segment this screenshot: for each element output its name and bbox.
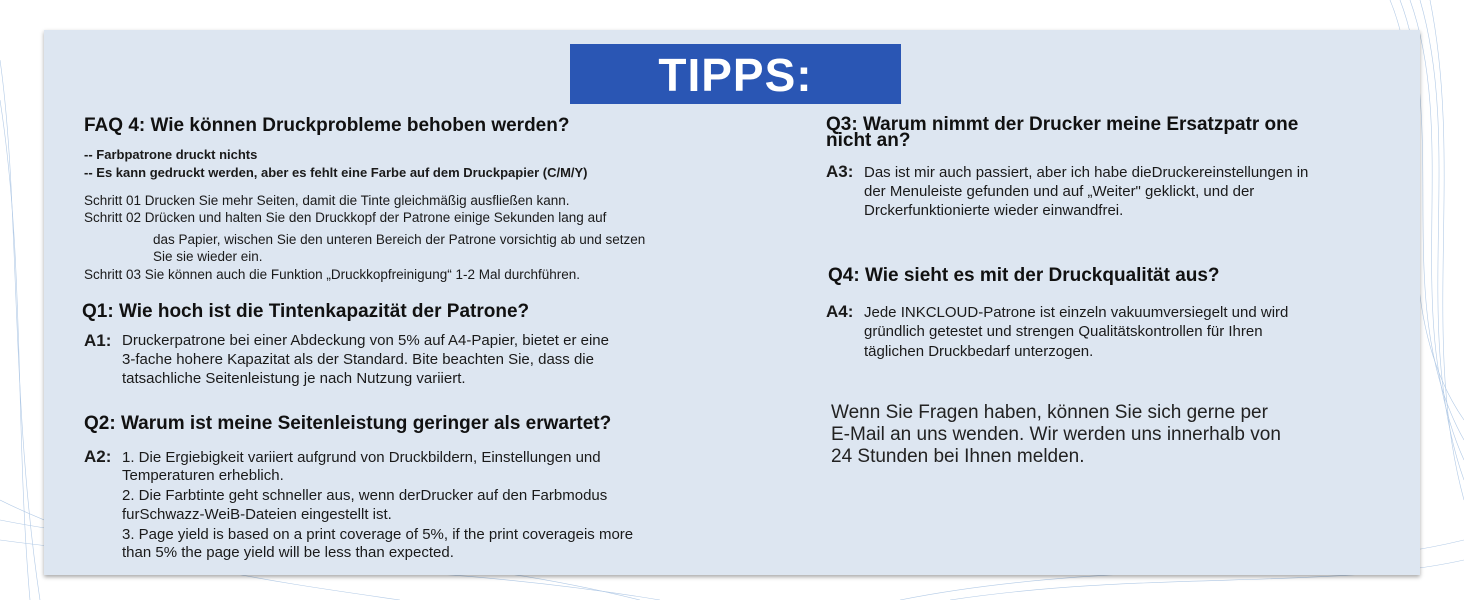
q4-answer-line-3: täglichen Druckbedarf unterzogen. bbox=[864, 343, 1094, 360]
tips-banner: TIPPS: bbox=[570, 44, 901, 104]
q2-answer-line-2: Temperaturen erheblich. bbox=[122, 467, 284, 484]
q3-question-line-1: Q3: Warum nimmt der Drucker meine Ersatzpatr one bbox=[826, 114, 1299, 135]
q2-answer-line-5: 3. Page yield is based on a print coverage of 5%, if the print coverageis more bbox=[122, 526, 634, 543]
q3-answer-line-1: Das ist mir auch passiert, aber ich habe dieDruckereinstellungen in bbox=[864, 164, 1309, 181]
q2-question: Q2: Warum ist meine Seitenleistung geringer als erwartet? bbox=[84, 413, 612, 434]
faq4-step-2: Schritt 02 Drücken und halten Sie den Druckkopf der Patrone einige Sekunden lang auf bbox=[84, 210, 607, 225]
q1-answer-label: A1: bbox=[84, 331, 112, 350]
q1-question: Q1: Wie hoch ist die Tintenkapazität der Patrone? bbox=[82, 301, 530, 322]
q2-answer-line-4: furSchwazz-WeiB-Dateien eingestellt ist. bbox=[122, 506, 392, 523]
q2-answer-label: A2: bbox=[84, 447, 112, 466]
faq4-step-3: Schritt 03 Sie können auch die Funktion „Druckkopfreinigung“ 1-2 Mal durchführen. bbox=[84, 267, 581, 282]
q1-answer-line-2: 3-fache hohere Kapazitat als der Standard. Bite beachten Sie, dass die bbox=[122, 351, 594, 368]
q2-answer-line-6: than 5% the page yield will be less than expected. bbox=[122, 544, 454, 561]
faq4-step-1: Schritt 01 Drucken Sie mehr Seiten, damit die Tinte gleichmäßig ausfließen kann. bbox=[84, 193, 570, 208]
q4-question: Q4: Wie sieht es mit der Druckqualität aus? bbox=[828, 265, 1220, 286]
q2-answer-line-3: 2. Die Farbtinte geht schneller aus, wenn derDrucker auf den Farbmodus bbox=[122, 487, 608, 504]
q4-answer-line-2: gründlich getestet und strengen Qualitätskontrollen für Ihren bbox=[864, 323, 1263, 340]
q3-answer-label: A3: bbox=[826, 162, 854, 181]
contact-note-line-1: Wenn Sie Fragen haben, können Sie sich gerne per bbox=[831, 402, 1268, 423]
contact-note-line-2: E-Mail an uns wenden. Wir werden uns innerhalb von bbox=[831, 424, 1281, 445]
faq4-step-2-cont-2: Sie sie wieder ein. bbox=[153, 249, 263, 264]
q4-answer-label: A4: bbox=[826, 302, 854, 321]
q4-answer-line-1: Jede INKCLOUD-Patrone ist einzeln vakuumversiegelt und wird bbox=[864, 304, 1289, 321]
contact-note-line-3: 24 Stunden bei Ihnen melden. bbox=[831, 446, 1085, 467]
q3-question-line-2: nicht an? bbox=[826, 130, 911, 151]
faq4-symptom-2: -- Es kann gedruckt werden, aber es fehlt eine Farbe auf dem Druckpapier (C/M/Y) bbox=[84, 165, 588, 180]
faq4-symptom-1: -- Farbpatrone druckt nichts bbox=[84, 147, 258, 162]
q1-answer-line-1: Druckerpatrone bei einer Abdeckung von 5% auf A4-Papier, bietet er eine bbox=[122, 332, 609, 349]
q1-answer-line-3: tatsachliche Seitenleistung je nach Nutzung variiert. bbox=[122, 370, 466, 387]
q3-answer-line-3: Drckerfunktionierte wieder einwandfrei. bbox=[864, 202, 1124, 219]
faq4-step-2-cont: das Papier, wischen Sie den unteren Bereich der Patrone vorsichtig ab und setzen bbox=[153, 232, 646, 247]
q2-answer-line-1: 1. Die Ergiebigkeit variiert aufgrund von Druckbildern, Einstellungen und bbox=[122, 449, 601, 466]
q3-answer-line-2: der Menuleiste gefunden und auf „Weiter" geklickt, und der bbox=[864, 183, 1255, 200]
faq4-heading: FAQ 4: Wie können Druckprobleme behoben werden? bbox=[84, 115, 570, 136]
